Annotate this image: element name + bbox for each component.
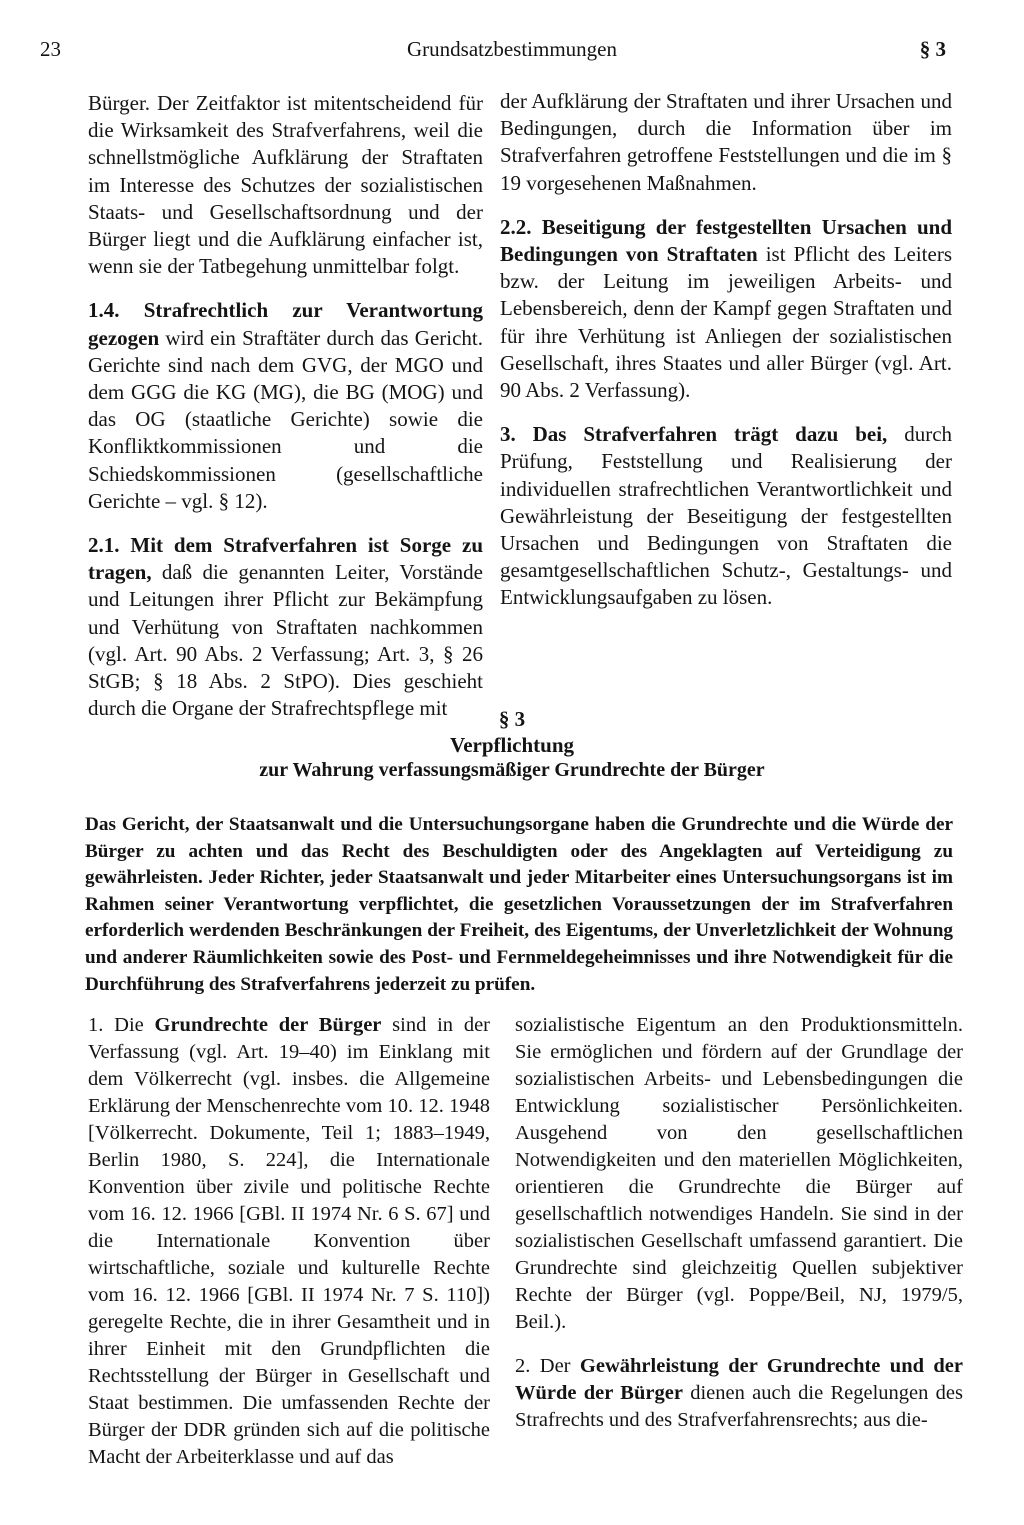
paragraph-continuation: der Aufklärung der Straftaten und ihrer Ursachen und Bedingungen, durch die Information über im Strafverfahren getroffene Feststellungen und die im § 19 vorgesehenen Maßnahmen. — [500, 89, 952, 195]
section-statute-text: Das Gericht, der Staatsanwalt und die Untersuchungsorgane haben die Grundrechte und die Würde der Bürger zu achten und das Recht des Beschuldigten oder des Angeklagten auf Verteidigung zu gewährleisten. Jeder Richter, jeder Staatsanwalt und jeder Mitarbeiter eines Untersuchungsorgans ist im Rahmen seiner Verantwortung verpflichtet, die gesetzlichen Voraussetzungen der im Strafverfahren erforderlich werdenden Beschränkungen der Freiheit, des Eigentums, der Unverletzlichkeit der Wohnung und anderer Räumlichkeiten sowie des Post- und Fernmeldegeheimnisses und ihre Notwendigkeit für die Durchführung des Strafverfahrens jederzeit zu prüfen. — [85, 814, 953, 995]
paragraph-1-4 — [88, 297, 483, 515]
paragraph-keyword: Mit dem Strafverfahren ist Sorge zu tragen, — [88, 533, 483, 585]
paragraph-number: 1. Die — [88, 1014, 144, 1036]
paragraph-number: 2.2. — [500, 214, 532, 239]
paragraph-text: sind in der Verfassung (vgl. Art. 19–40) im Einklang mit dem Völkerrecht (vgl. insbes. die Allgemeine Erklärung der Menschenrechte vom 10. 12. 1948 [Völkerrecht. Dokumente, Teil 1; 1883–1949, Berlin 1980, S. 224], die Internationale Konvention über zivile und politische Rechte vom 16. 12. 1966 [GBl. II 1974 Nr. 6 S. 67] und die Internationale Konvention über wirtschaftliche, soziale und kulturelle Rechte vom 16. 12. 1966 [GBl. II 1974 Nr. 7 S. 110]) geregelte Rechte, die in ihrer Gesamtheit und in ihrer Einheit mit den Grundpflichten die Rechtsstellung der Bürger in Gesellschaft und Staat bestimmen. Die umfassenden Rechte der Bürger der DDR gründen sich auf die politische Macht der Arbeiterklasse und auf das — [88, 1014, 490, 1468]
right-column-bottom — [515, 1012, 963, 1434]
paragraph-2-1 — [88, 532, 483, 722]
paragraph-number: 3. — [500, 422, 516, 447]
paragraph-2-2 — [500, 214, 952, 404]
section-title: Verpflichtung — [449, 733, 575, 757]
running-header-section: § 3 — [919, 37, 946, 61]
commentary-paragraph-2 — [515, 1353, 963, 1434]
paragraph-3 — [500, 421, 952, 611]
paragraph-keyword: Beseitigung der festgestellten Ursachen und Bedingungen von Straftaten — [500, 214, 952, 267]
paragraph-text: ist Pflicht des Leiters bzw. der Leitung im jeweiligen Arbeits- und Lebensbereich, denn der Kampf gegen Straftaten und für ihre Verhütung ist Anliegen der sozialistischen Gesellschaft, ihres Staates und aller Bürger (vgl. Art. 90 Abs. 2 Verfassung). — [500, 242, 953, 403]
paragraph-text: durch Prüfung, Feststellung und Realisierung der individuellen strafrechtlichen Verantwortlichkeit und Gewährleistung der Beseitigung der festgestellten Ursachen und Bedingungen von Straftaten die gesamtgesellschaftlichen Schutz-, Gestaltungs- und Entwicklungsaufgaben zu lösen. — [500, 422, 953, 610]
paragraph-keyword: Gewährleistung der Grundrechte und der Würde der Bürger — [515, 1355, 964, 1404]
paragraph-text: daß die genannten Leiter, Vorstände und Leitungen ihrer Pflicht zur Bekämpfung und Verhütung von Straftaten nachkommen (vgl. Art. 90 Abs. 2 Verfassung; Art. 3, § 26 StGB; § 18 Abs. 2 StPO). Dies geschieht durch die Organe der Strafrechtspflege mit — [88, 560, 483, 721]
paragraph-continuation: sozialistische Eigentum an den Produktionsmitteln. Sie ermöglichen und fördern auf der Grundlage der sozialistischen Arbeits- und Lebensbedingungen die Entwicklung sozialistischer Persönlichkeiten. Ausgehend von den gesellschaftlichen Notwendigkeiten und den materiellen Möglichkeiten, orientieren die Grundrechte die Bürger auf gesellschaftlich notwendiges Handeln. Sie sind in der sozialistischen Gesellschaft umfassend garantiert. Die Grundrechte sind gleichzeitig Quellen subjektiver Rechte der Bürger (vgl. Poppe/Beil, NJ, 1979/5, Beil.). — [515, 1014, 963, 1333]
running-header-title: Grundsatzbestimmungen — [407, 37, 617, 61]
section-symbol: § 3 — [498, 707, 526, 731]
paragraph-number: 1.4. — [88, 298, 120, 323]
paragraph-text: wird ein Straftäter durch das Gericht. Gerichte sind nach dem GVG, der MGO und dem GGG die KG (MG), die BG (MOG) und das OG (staatliche Gerichte) sowie die Konfliktkommissionen und die Schiedskommissionen (gesellschaftliche Gerichte – vgl. § 12). — [88, 325, 483, 513]
paragraph-keyword: Grundrechte der Bürger — [154, 1014, 382, 1036]
paragraph-text: dienen auch die Regelungen des Strafrechts und des Strafverfahrensrechts; aus die- — [515, 1382, 963, 1431]
section-subtitle: zur Wahrung verfassungsmäßiger Grundrechte der Bürger — [259, 759, 765, 781]
paragraph-keyword: Das Strafverfahren trägt dazu bei, — [532, 422, 888, 447]
left-column-top — [88, 90, 483, 722]
right-column-top — [500, 88, 952, 612]
page-number: 23 — [40, 37, 61, 61]
left-column-bottom — [88, 1012, 490, 1471]
paragraph-continuation: Bürger. Der Zeitfaktor ist mitentscheidend für die Wirksamkeit des Strafverfahrens, weil die schnellstmögliche Aufklärung der Straftaten im Interesse des Schutzes der sozialistischen Staats- und Gesellschaftsordnung und der Bürger liegt und die Aufklärung einfacher ist, wenn sie der Tatbegehung unmittelbar folgt. — [88, 91, 483, 279]
paragraph-number: 2.1. — [88, 533, 120, 558]
paragraph-keyword: Strafrechtlich zur Verantwortung gezogen — [88, 298, 483, 350]
paragraph-number: 2. Der — [515, 1355, 571, 1377]
commentary-paragraph-1 — [88, 1012, 490, 1471]
